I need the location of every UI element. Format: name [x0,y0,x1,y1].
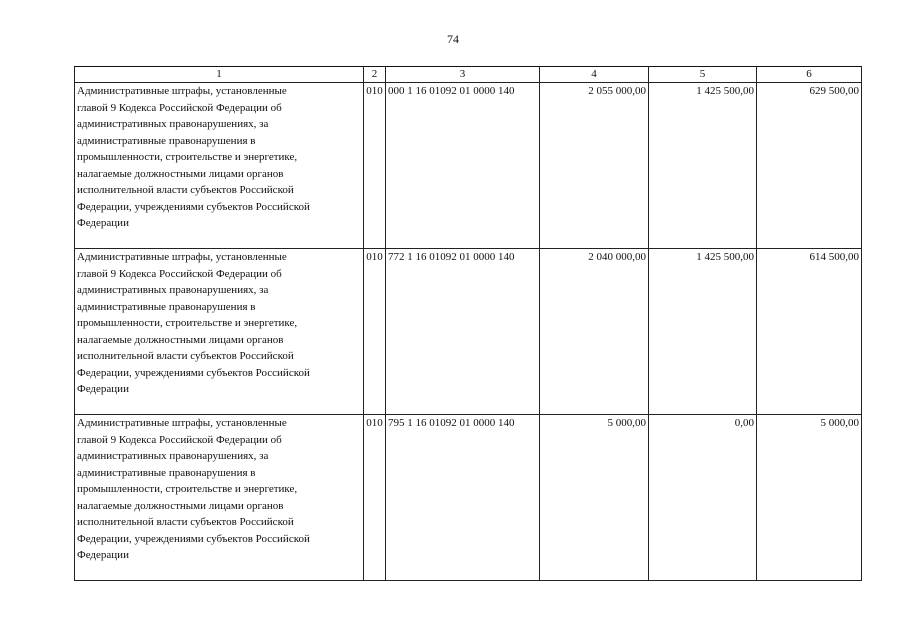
row-value-col6: 614 500,00 [757,249,862,415]
table-row [75,83,862,249]
description-line: Административные штрафы, установленные [77,251,287,263]
revenue-table [74,66,862,581]
row-value-col6: 629 500,00 [757,83,862,249]
header-col-5: 5 [649,67,757,83]
row-kbk-code: 000 1 16 01092 01 0000 140 [386,83,540,249]
description-line: Федерации, учреждениями субъектов Российской [77,532,310,545]
description-line: главой 9 Кодекса Российской Федерации об [77,267,282,280]
description-line: Федерации, учреждениями субъектов Российской [77,366,310,379]
row-value-col5: 1 425 500,00 [649,249,757,415]
description-line: административных правонарушениях, за [77,118,269,130]
row-value-col4: 5 000,00 [540,415,649,581]
row-description [75,83,364,249]
header-col-1: 1 [75,67,364,83]
description-line: исполнительной власти субъектов Российской [77,350,294,362]
description-line: административные правонарушения в [77,466,256,479]
row-value-col5: 0,00 [649,415,757,581]
row-value-col4: 2 055 000,00 [540,83,649,249]
description-line: Федерации [77,217,129,229]
table-header-row [75,67,862,83]
description-line: главой 9 Кодекса Российской Федерации об [77,433,282,446]
table-row [75,415,862,581]
row-value-col4: 2 040 000,00 [540,249,649,415]
description-line: налагаемые должностными лицами органов [77,499,284,512]
description-line: главой 9 Кодекса Российской Федерации об [77,101,282,114]
row-admin-code: 010 [364,415,386,581]
description-line: Федерации [77,383,129,395]
header-col-4: 4 [540,67,649,83]
row-kbk-code: 772 1 16 01092 01 0000 140 [386,249,540,415]
description-line: Административные штрафы, установленные [77,85,287,97]
header-col-2: 2 [364,67,386,83]
row-kbk-code: 795 1 16 01092 01 0000 140 [386,415,540,581]
header-col-3: 3 [386,67,540,83]
row-value-col5: 1 425 500,00 [649,83,757,249]
description-line: налагаемые должностными лицами органов [77,167,284,180]
description-line: промышленности, строительстве и энергетике, [77,151,298,163]
description-line: промышленности, строительстве и энергетике, [77,483,298,495]
description-line: административные правонарушения в [77,134,256,147]
row-description [75,249,364,415]
description-line: административных правонарушениях, за [77,450,269,462]
description-line: налагаемые должностными лицами органов [77,333,284,346]
header-col-6: 6 [757,67,862,83]
row-admin-code: 010 [364,83,386,249]
page-number: 74 [447,32,459,46]
description-line: Административные штрафы, установленные [77,417,287,429]
description-line: Федерации [77,549,129,561]
description-line: административных правонарушениях, за [77,284,269,296]
table-row [75,249,862,415]
description-line: исполнительной власти субъектов Российской [77,516,294,528]
description-line: исполнительной власти субъектов Российской [77,184,294,196]
description-line: административные правонарушения в [77,300,256,313]
description-line: промышленности, строительстве и энергетике, [77,317,298,329]
description-line: Федерации, учреждениями субъектов Российской [77,200,310,213]
row-description [75,415,364,581]
row-value-col6: 5 000,00 [757,415,862,581]
row-admin-code: 010 [364,249,386,415]
